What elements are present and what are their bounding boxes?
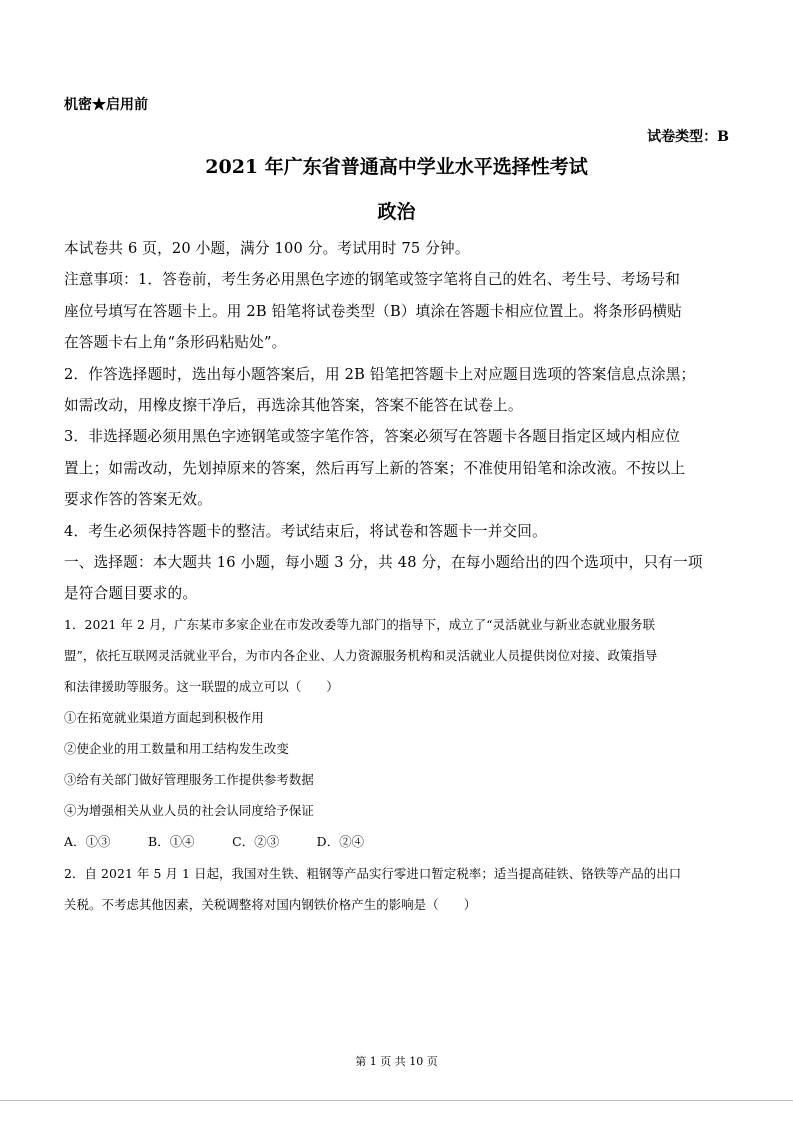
notice-line: 2．作答选择题时，选出每小题答案后，用 2B 铅笔把答题卡上对应题目选项的答案信息点涂黑； (64, 366, 696, 383)
notice-line: 如需改动，用橡皮擦干净后，再选涂其他答案，答案不能答在试卷上。 (64, 397, 523, 414)
confidential-label: 机密★启用前 (64, 97, 148, 113)
paper-type-label: 试卷类型：B (647, 129, 729, 145)
question-1-stem: 1．2021 年 2 月，广东某市多家企业在市发改委等九部门的指导下，成立了“灵活就业与新业态就业服务联 (64, 617, 656, 632)
notice-line: 本试卷共 6 页，20 小题，满分 100 分。考试用时 75 分钟。 (64, 240, 470, 257)
notice-line: 要求作答的答案无效。 (64, 491, 212, 508)
question-1-options: A．①③ B．①④ C．②③ D．②④ (64, 834, 365, 849)
notice-line: 注意事项：1．答卷前，考生务必用黑色字迹的钢笔或签字笔将自己的姓名、考生号、考场号和 (64, 271, 681, 288)
exam-title: 2021 年广东省普通高中学业水平选择性考试 (205, 156, 588, 178)
page-footer: 第 1 页 共 10 页 (355, 1055, 438, 1068)
question-1-statement: ③给有关部门做好管理服务工作提供参考数据 (64, 772, 314, 787)
question-1-statement: ①在拓宽就业渠道方面起到积极作用 (64, 710, 264, 725)
notice-line: 置上；如需改动，先划掉原来的答案，然后再写上新的答案；不准使用铅笔和涂改液。不按以上 (64, 460, 686, 477)
question-1-statement: ②使企业的用工数量和用工结构发生改变 (64, 741, 289, 756)
question-1-statement: ④为增强相关从业人员的社会认同度给予保证 (64, 803, 314, 818)
notice-line: 座位号填写在答题卡上。用 2B 铅笔将试卷类型（B）填涂在答题卡相应位置上。将条形码横贴 (64, 303, 682, 320)
notice-line: 4．考生必须保持答题卡的整洁。考试结束后，将试卷和答题卡一并交回。 (64, 523, 547, 540)
footer-rule (0, 1100, 793, 1101)
notice-line: 在答题卡右上角“条形码粘贴处”。 (64, 334, 287, 351)
question-1-stem: 和法律援助等服务。这一联盟的成立可以（ ） (64, 679, 339, 694)
question-1-stem: 盟”，依托互联网灵活就业平台，为市内各企业、人力资源服务机构和灵活就业人员提供岗位对接、政策指导 (64, 648, 658, 663)
question-2-stem: 2．自 2021 年 5 月 1 日起，我国对生铁、粗钢等产品实行零进口暂定税率；适当提高硅铁、铬铁等产品的出口 (64, 866, 682, 881)
notice-line: 3．非选择题必须用黑色字迹钢笔或签字笔作答，答案必须写在答题卡各题目指定区域内相应位 (64, 428, 681, 445)
subject-title: 政治 (377, 201, 416, 223)
section-heading: 是符合题目要求的。 (64, 585, 198, 602)
question-2-stem: 关税。不考虑其他因素，关税调整将对国内钢铁价格产生的影响是（ ） (64, 897, 477, 912)
section-heading: 一、选择题：本大题共 16 小题，每小题 3 分，共 48 分，在每小题给出的四个选项中，只有一项 (64, 554, 703, 571)
